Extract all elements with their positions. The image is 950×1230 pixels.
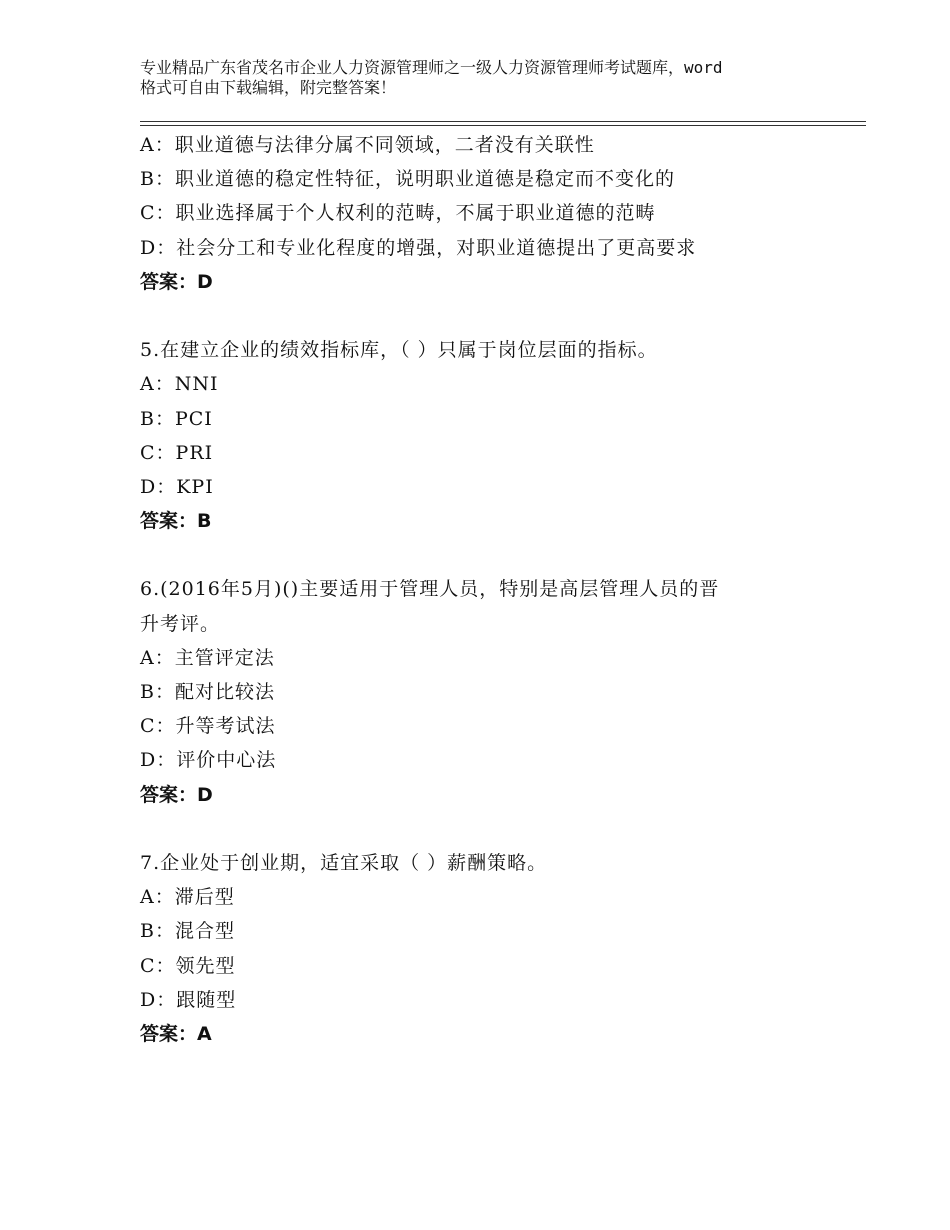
question-text-line-1: 6.(2016年5月)()主要适用于管理人员，特别是高层管理人员的晋 [140, 578, 720, 601]
header-line-1: 专业精品广东省茂名市企业人力资源管理师之一级人力资源管理师考试题库，word [140, 58, 723, 77]
option-d: D：KPI [140, 475, 214, 498]
option-b: B：混合型 [140, 920, 235, 943]
answer: 答案：D [140, 783, 213, 806]
header-line-2: 格式可自由下载编辑，附完整答案！ [140, 78, 397, 97]
question-6 [140, 572, 840, 811]
option-b: B：配对比较法 [140, 681, 275, 703]
option-c: C：领先型 [140, 954, 236, 977]
question-text: 5.在建立企业的绩效指标库，（ ）只属于岗位层面的指标。 [140, 339, 658, 362]
option-a: A：职业道德与法律分属不同领域，二者没有关联性 [140, 134, 595, 156]
question-5 [140, 333, 840, 538]
question-text-line-2: 升考评。 [140, 612, 221, 635]
option-c: C：PRI [140, 441, 214, 464]
answer: 答案：B [140, 510, 212, 533]
question-7 [140, 846, 840, 1051]
option-d: D：跟随型 [140, 988, 237, 1011]
answer: 答案：A [140, 1022, 212, 1045]
option-b: B：PCI [140, 407, 213, 430]
option-c: C：职业选择属于个人权利的范畴，不属于职业道德的范畴 [140, 202, 656, 225]
option-a: A：滞后型 [140, 886, 235, 909]
document-header [140, 58, 840, 98]
question-4 [140, 128, 840, 299]
option-d: D：社会分工和专业化程度的增强，对职业道德提出了更高要求 [140, 236, 697, 259]
option-c: C：升等考试法 [140, 715, 276, 738]
question-text: 7.企业处于创业期，适宜采取（ ）薪酬策略。 [140, 851, 548, 874]
header-divider [140, 121, 866, 126]
option-a: A：主管评定法 [140, 646, 275, 669]
question-list [140, 128, 840, 1051]
option-a: A：NNI [140, 373, 219, 396]
option-d: D：评价中心法 [140, 749, 277, 772]
answer: 答案：D [140, 270, 213, 293]
option-b: B：职业道德的稳定性特征，说明职业道德是稳定而不变化的 [140, 168, 675, 191]
